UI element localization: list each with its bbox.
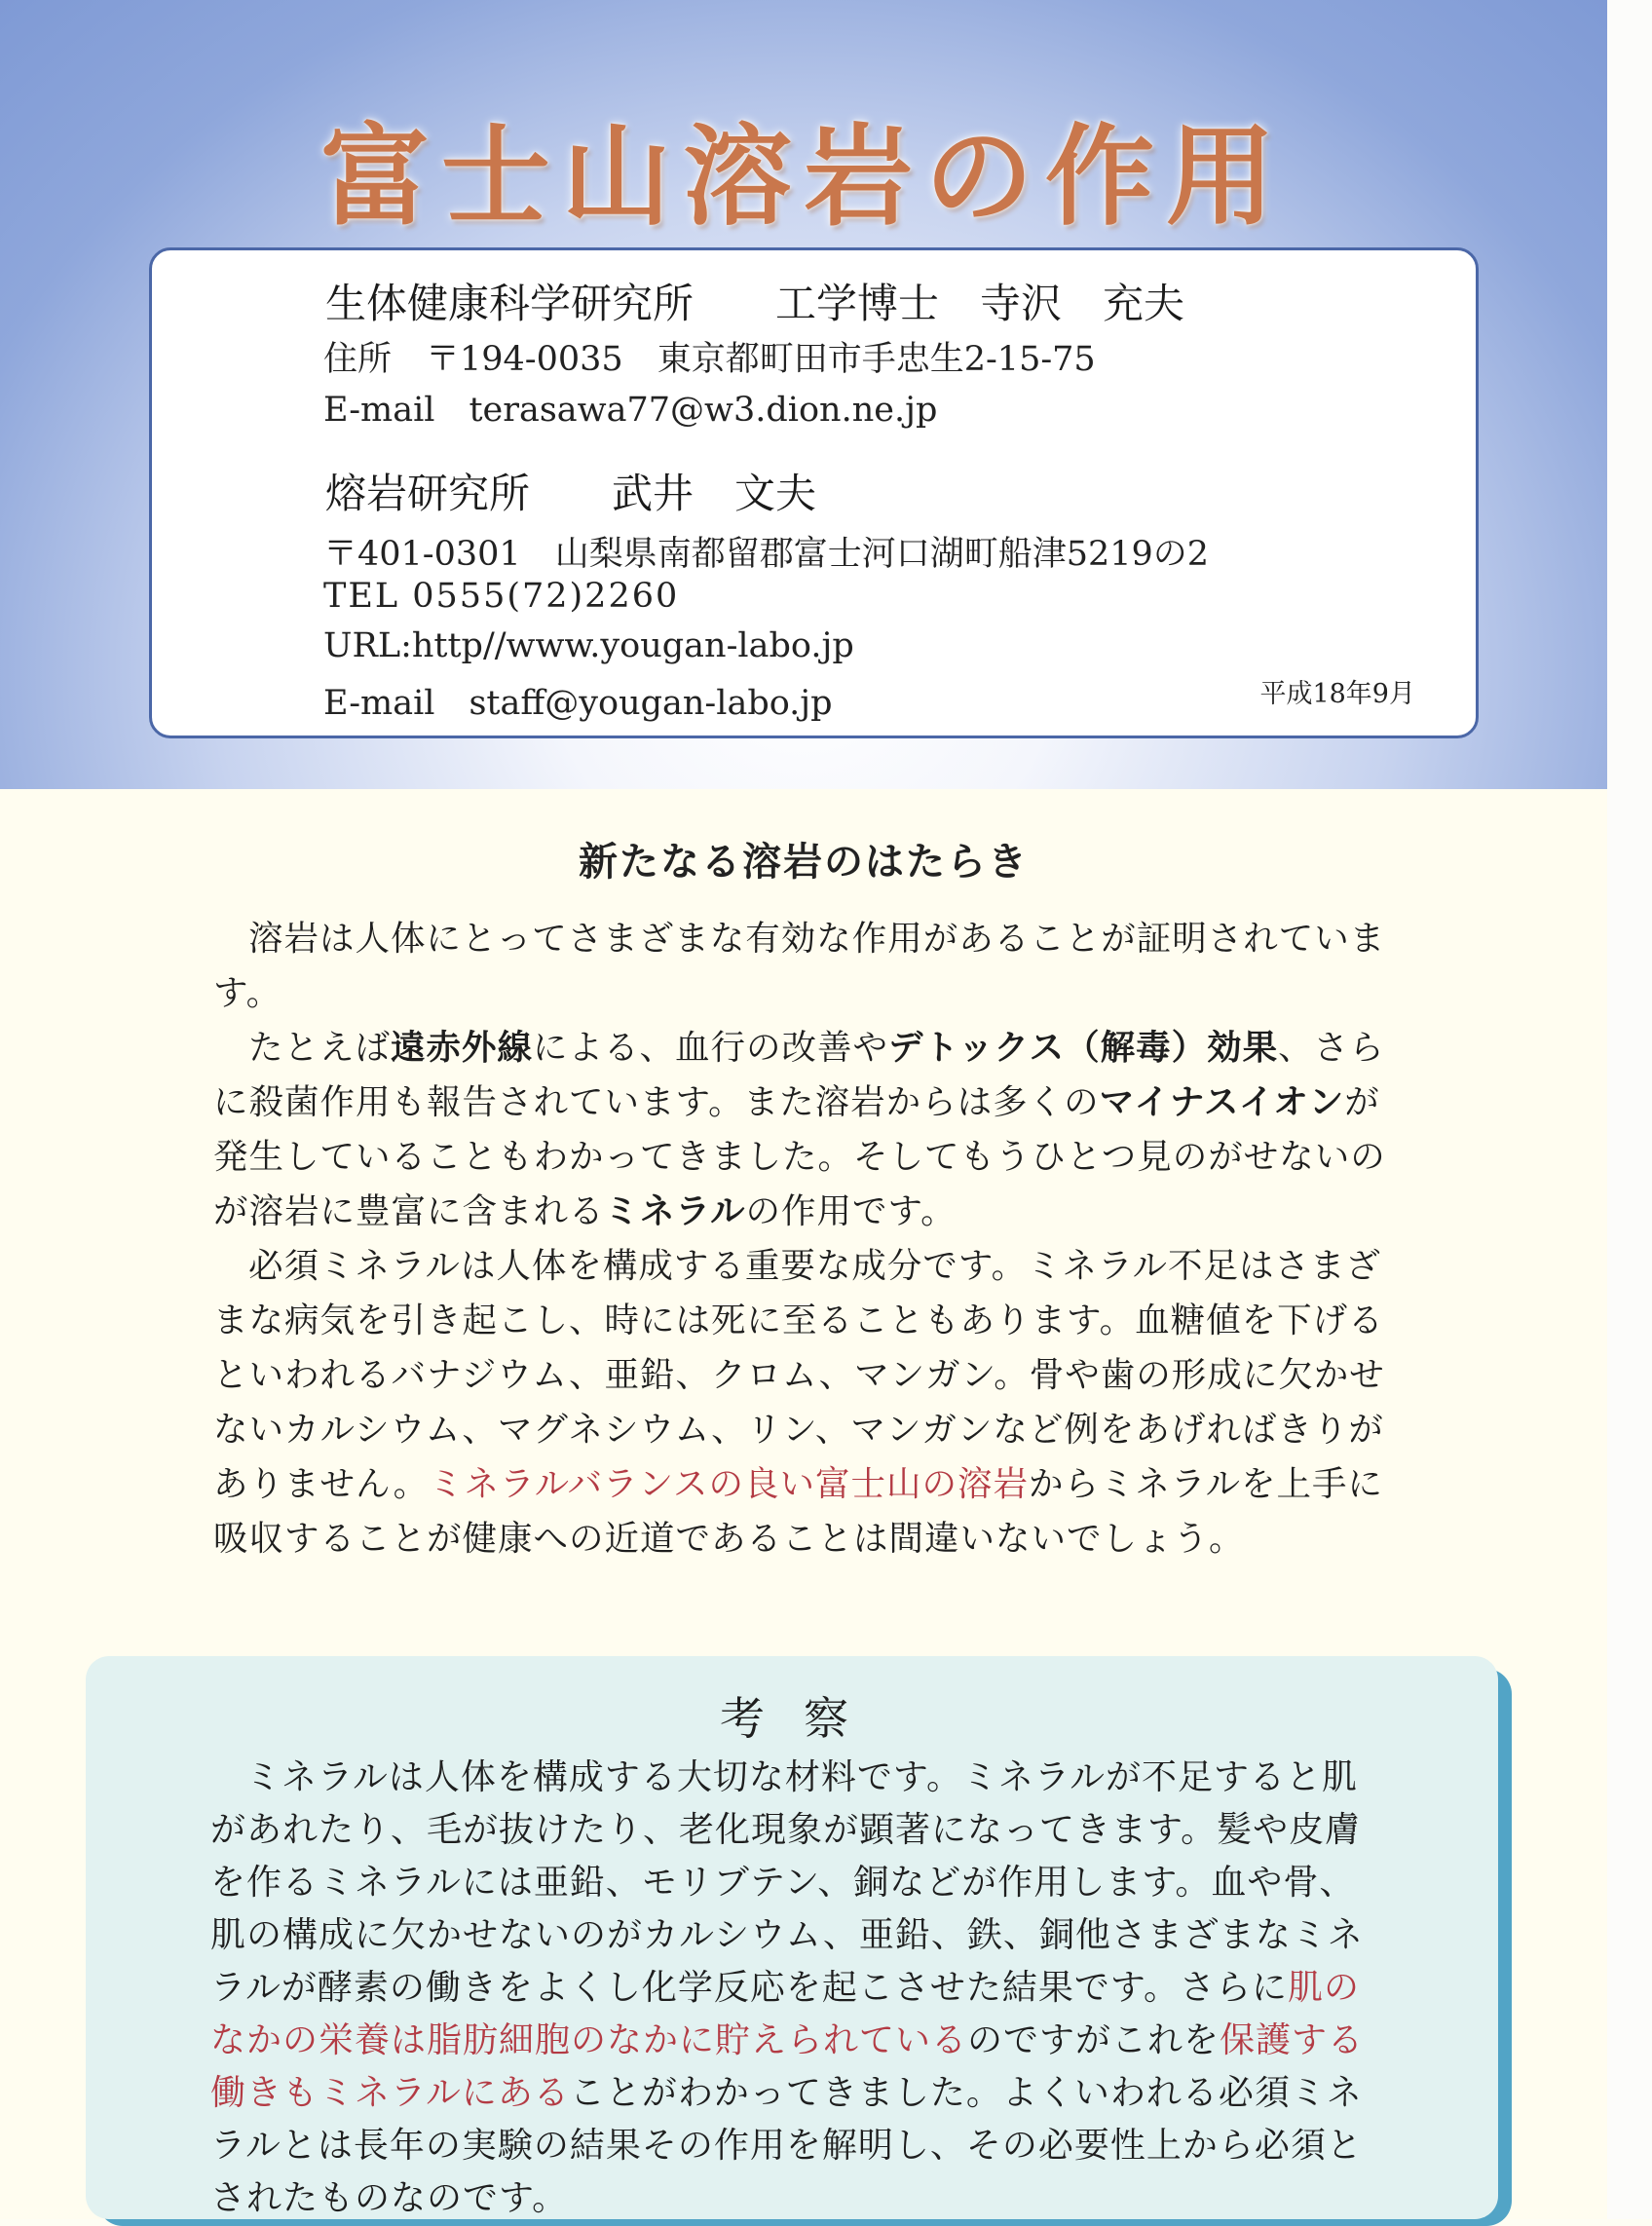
highlight-red: 肌のなかの栄養は脂肪細胞のなかに貯えられている	[210, 1968, 1361, 2060]
kousatsu-title: 考察	[720, 1692, 887, 1745]
section-heading: 新たなる溶岩のはたらき	[579, 840, 1029, 885]
header-band	[0, 0, 1607, 789]
paragraph-3	[213, 1239, 1388, 1566]
section-body	[213, 912, 1388, 1566]
scan-margin	[1607, 0, 1652, 2219]
highlight-red: ミネラルバランスの良い富士山の溶岩	[429, 1464, 1030, 1504]
address-2: 〒401-0301 山梨県南都留郡富士河口湖町船津5219の2	[323, 535, 1210, 574]
telephone: TEL 0555(72)2260	[323, 577, 680, 616]
emphasis-detox: デトックス（解毒）効果	[888, 1028, 1279, 1068]
emphasis-negative-ion: マイナスイオン	[1099, 1082, 1345, 1122]
contact-info-box	[149, 247, 1479, 738]
page-title: 富士山溶岩の作用	[320, 114, 1287, 241]
emphasis-mineral: ミネラル	[604, 1191, 746, 1231]
publication-date: 平成18年9月	[1259, 679, 1415, 709]
text-span: からミネラルを上手に吸収することが健康への近道であることは間違いないでしょう。	[213, 1464, 1383, 1559]
text-span: のですがこれを	[967, 2020, 1220, 2060]
website-url: URL:http//www.yougan-labo.jp	[323, 626, 854, 665]
email-2: E-mail staff@yougan-labo.jp	[323, 684, 833, 723]
text-span: が発生していることもわかってきました。そしてもうひとつ見のがせないのが溶岩に豊富に含まれる	[213, 1082, 1386, 1231]
text-span: ことがわかってきました。よくいわれる必須ミネラルとは長年の実験の結果その作用を解明し、その必要性上から必須とされたものなのです。	[210, 2073, 1363, 2218]
kousatsu-paragraph	[210, 1752, 1389, 2225]
kousatsu-body	[210, 1752, 1389, 2225]
emphasis-far-infrared: 遠赤外線	[391, 1028, 534, 1068]
text-span: たとえば	[248, 1028, 392, 1068]
text-span: ミネラルは人体を構成する大切な材料です。ミネラルが不足すると肌があれたり、毛が抜けたり、老化現象が顕著になってきます。髪や皮膚を作るミネラルには亜鉛、モリブテン、銅などが作用します。血や骨、肌の構成に欠かせないのがカルシウム、亜鉛、鉄、銅他さまざまなミネラルが酵素の働きをよくし化学反応を起こさせた結果です。さらに	[210, 1757, 1364, 2008]
text-span: による、血行の改善や	[533, 1028, 889, 1068]
text-span: 必須ミネラルは人体を構成する重要な成分です。ミネラル不足はさまざまな病気を引き起こし、時には死に至ることもあります。血糖値を下げるといわれるバナジウム、亜鉛、クロム、マンガン。骨や歯の形成に欠かせないカルシウム、マグネシウム、リン、マンガンなど例をあげればきりがありません。	[213, 1246, 1385, 1504]
text-span: の作用です。	[745, 1191, 957, 1231]
paragraph-2	[213, 1021, 1388, 1239]
paragraph-1: 溶岩は人体にとってさまざまな有効な作用があることが証明されています。	[213, 919, 1386, 1013]
institute-1: 生体健康科学研究所 工学博士 寺沢 充夫	[325, 280, 1185, 327]
address-1: 住所 〒194-0035 東京都町田市手忠生2-15-75	[323, 340, 1096, 379]
institute-2: 熔岩研究所 武井 文夫	[325, 470, 817, 517]
email-1: E-mail terasawa77@w3.dion.ne.jp	[323, 391, 938, 430]
highlight-red: 保護する働きもミネラルにある	[210, 2020, 1365, 2113]
text-span: 、さらに殺菌作用も報告されています。また溶岩からは多くの	[213, 1028, 1385, 1122]
